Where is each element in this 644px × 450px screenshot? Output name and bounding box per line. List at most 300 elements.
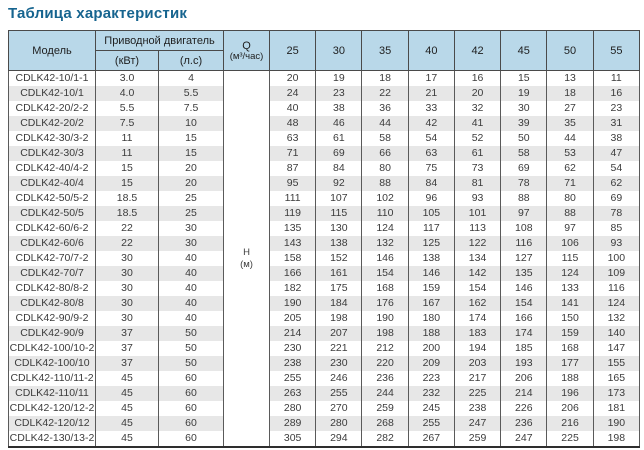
value-cell: 196 — [547, 386, 593, 401]
hp-cell: 25 — [159, 191, 224, 206]
flow-symbol: Q — [242, 39, 251, 52]
col-header-flow-value: 40 — [408, 31, 454, 71]
model-cell: CDLK42-120/12-2 — [9, 402, 95, 414]
value-cell: 48 — [270, 116, 316, 131]
value-cell: 263 — [270, 386, 316, 401]
value-cell: 154 — [501, 296, 547, 311]
value-cell: 150 — [547, 311, 593, 326]
value-cell: 238 — [454, 401, 500, 416]
value-cell: 255 — [270, 371, 316, 386]
hp-cell: 10 — [159, 116, 224, 131]
value-cell: 161 — [316, 266, 362, 281]
model-cell: CDLK42-120/12 — [9, 416, 96, 431]
value-cell: 52 — [454, 131, 500, 146]
table-row — [9, 101, 640, 116]
col-header-model: Модель — [9, 31, 96, 71]
table-row — [9, 311, 640, 326]
value-cell: 36 — [362, 101, 408, 116]
table-row — [9, 296, 640, 311]
table-row — [9, 206, 640, 221]
kw-cell: 11 — [96, 146, 159, 161]
col-header-flow-value: 45 — [501, 31, 547, 71]
value-cell: 111 — [270, 191, 316, 206]
kw-cell: 22 — [96, 236, 159, 251]
col-header-flow-value: 35 — [362, 31, 408, 71]
model-cell: CDLK42-10/1 — [9, 86, 96, 101]
value-cell: 154 — [362, 266, 408, 281]
value-cell: 69 — [316, 146, 362, 161]
value-cell: 11 — [593, 71, 639, 87]
value-cell: 16 — [593, 86, 639, 101]
value-cell: 38 — [593, 131, 639, 146]
value-cell: 69 — [501, 161, 547, 176]
value-cell: 226 — [501, 401, 547, 416]
value-cell: 159 — [547, 326, 593, 341]
value-cell: 47 — [593, 146, 639, 161]
value-cell: 138 — [408, 251, 454, 266]
value-cell: 84 — [408, 176, 454, 191]
value-cell: 146 — [408, 266, 454, 281]
value-cell: 146 — [362, 251, 408, 266]
hp-cell: 50 — [159, 341, 224, 356]
value-cell: 223 — [408, 371, 454, 386]
hp-cell: 4 — [159, 71, 224, 87]
value-cell: 80 — [362, 161, 408, 176]
kw-cell: 45 — [96, 416, 159, 431]
value-cell: 63 — [408, 146, 454, 161]
value-cell: 92 — [316, 176, 362, 191]
value-cell: 255 — [408, 416, 454, 431]
value-cell: 190 — [270, 296, 316, 311]
value-cell: 207 — [316, 326, 362, 341]
value-cell: 32 — [454, 101, 500, 116]
model-cell: CDLK42-10/1-1 — [9, 71, 96, 87]
value-cell: 97 — [501, 206, 547, 221]
value-cell: 162 — [454, 296, 500, 311]
hp-cell: 20 — [159, 161, 224, 176]
value-cell: 18 — [547, 86, 593, 101]
value-cell: 54 — [408, 131, 454, 146]
table-row — [9, 386, 640, 401]
value-cell: 20 — [454, 86, 500, 101]
value-cell: 177 — [547, 356, 593, 371]
value-cell: 193 — [501, 356, 547, 371]
page-title: Таблица характеристик — [8, 5, 188, 22]
value-cell: 78 — [501, 176, 547, 191]
value-cell: 190 — [362, 311, 408, 326]
value-cell: 135 — [270, 221, 316, 236]
value-cell: 124 — [547, 266, 593, 281]
col-header-flow-value: 30 — [316, 31, 362, 71]
table-row — [9, 341, 640, 356]
value-cell: 39 — [501, 116, 547, 131]
value-cell: 268 — [362, 416, 408, 431]
value-cell: 188 — [547, 371, 593, 386]
value-cell: 31 — [593, 116, 639, 131]
value-cell: 116 — [501, 236, 547, 251]
value-cell: 181 — [593, 401, 639, 416]
value-cell: 236 — [501, 416, 547, 431]
value-cell: 132 — [593, 311, 639, 326]
table-row — [9, 326, 640, 341]
value-cell: 80 — [547, 191, 593, 206]
value-cell: 174 — [501, 326, 547, 341]
value-cell: 225 — [454, 386, 500, 401]
value-cell: 209 — [408, 356, 454, 371]
value-cell: 107 — [316, 191, 362, 206]
value-cell: 205 — [270, 311, 316, 326]
table-row — [9, 371, 640, 386]
model-cell: CDLK42-100/10-2 — [9, 342, 95, 354]
value-cell: 173 — [593, 386, 639, 401]
value-cell: 108 — [501, 221, 547, 236]
kw-cell: 30 — [96, 281, 159, 296]
value-cell: 62 — [593, 176, 639, 191]
hp-cell: 50 — [159, 356, 224, 371]
hp-cell: 7.5 — [159, 101, 224, 116]
hp-cell: 50 — [159, 326, 224, 341]
table-row — [9, 236, 640, 251]
value-cell: 216 — [547, 416, 593, 431]
value-cell: 166 — [270, 266, 316, 281]
value-cell: 141 — [547, 296, 593, 311]
value-cell: 134 — [454, 251, 500, 266]
model-cell: CDLK42-60/6 — [9, 236, 96, 251]
table-row — [9, 356, 640, 371]
value-cell: 24 — [270, 86, 316, 101]
table-header — [9, 31, 640, 71]
model-cell: CDLK42-130/13-2 — [9, 431, 96, 447]
value-cell: 87 — [270, 161, 316, 176]
model-cell: CDLK42-100/10 — [9, 356, 96, 371]
model-cell: CDLK42-50/5-2 — [9, 191, 96, 206]
kw-cell: 4.0 — [96, 86, 159, 101]
kw-cell: 18.5 — [96, 206, 159, 221]
value-cell: 19 — [316, 71, 362, 87]
col-header-flow — [224, 31, 270, 71]
value-cell: 105 — [408, 206, 454, 221]
value-cell: 23 — [593, 101, 639, 116]
value-cell: 116 — [593, 281, 639, 296]
value-cell: 147 — [593, 341, 639, 356]
value-cell: 54 — [593, 161, 639, 176]
hp-cell: 30 — [159, 221, 224, 236]
value-cell: 69 — [593, 191, 639, 206]
kw-cell: 30 — [96, 266, 159, 281]
hp-cell: 60 — [159, 416, 224, 431]
value-cell: 236 — [362, 371, 408, 386]
value-cell: 101 — [454, 206, 500, 221]
table-body — [9, 71, 640, 448]
value-cell: 110 — [362, 206, 408, 221]
value-cell: 53 — [547, 146, 593, 161]
value-cell: 115 — [316, 206, 362, 221]
model-cell: CDLK42-70/7 — [9, 266, 96, 281]
value-cell: 184 — [316, 296, 362, 311]
value-cell: 62 — [547, 161, 593, 176]
kw-cell: 37 — [96, 326, 159, 341]
table-row — [9, 176, 640, 191]
value-cell: 61 — [316, 131, 362, 146]
value-cell: 267 — [408, 431, 454, 447]
value-cell: 154 — [454, 281, 500, 296]
value-cell: 185 — [501, 341, 547, 356]
hp-cell: 15 — [159, 131, 224, 146]
value-cell: 122 — [454, 236, 500, 251]
value-cell: 18 — [362, 71, 408, 87]
model-cell: CDLK42-90/9 — [9, 326, 96, 341]
value-cell: 247 — [454, 416, 500, 431]
value-cell: 41 — [454, 116, 500, 131]
value-cell: 71 — [270, 146, 316, 161]
value-cell: 88 — [501, 191, 547, 206]
table-row — [9, 416, 640, 431]
value-cell: 135 — [501, 266, 547, 281]
value-cell: 294 — [316, 431, 362, 447]
hp-cell: 60 — [159, 386, 224, 401]
value-cell: 158 — [270, 251, 316, 266]
table-row — [9, 266, 640, 281]
value-cell: 206 — [501, 371, 547, 386]
value-cell: 75 — [408, 161, 454, 176]
value-cell: 96 — [408, 191, 454, 206]
kw-cell: 22 — [96, 221, 159, 236]
value-cell: 198 — [316, 311, 362, 326]
model-cell: CDLK42-40/4-2 — [9, 161, 96, 176]
value-cell: 119 — [270, 206, 316, 221]
value-cell: 165 — [593, 371, 639, 386]
value-cell: 93 — [593, 236, 639, 251]
kw-cell: 18.5 — [96, 191, 159, 206]
value-cell: 259 — [362, 401, 408, 416]
col-header-motor-group: Приводной двигатель — [96, 31, 224, 51]
value-cell: 155 — [593, 356, 639, 371]
value-cell: 133 — [547, 281, 593, 296]
value-cell: 27 — [547, 101, 593, 116]
table-row — [9, 401, 640, 416]
value-cell: 46 — [316, 116, 362, 131]
value-cell: 246 — [316, 371, 362, 386]
value-cell: 44 — [547, 131, 593, 146]
value-cell: 20 — [270, 71, 316, 87]
value-cell: 61 — [454, 146, 500, 161]
table-row — [9, 146, 640, 161]
value-cell: 280 — [270, 401, 316, 416]
value-cell: 100 — [593, 251, 639, 266]
col-header-flow-value: 55 — [593, 31, 639, 71]
value-cell: 305 — [270, 431, 316, 447]
table-row — [9, 71, 640, 87]
table-row — [9, 116, 640, 131]
value-cell: 174 — [454, 311, 500, 326]
hp-cell: 30 — [159, 236, 224, 251]
kw-cell: 45 — [96, 386, 159, 401]
value-cell: 280 — [316, 416, 362, 431]
value-cell: 19 — [501, 86, 547, 101]
value-cell: 44 — [362, 116, 408, 131]
hp-cell: 40 — [159, 281, 224, 296]
value-cell: 63 — [270, 131, 316, 146]
kw-cell: 7.5 — [96, 116, 159, 131]
value-cell: 17 — [408, 71, 454, 87]
value-cell: 73 — [454, 161, 500, 176]
value-cell: 117 — [408, 221, 454, 236]
value-cell: 30 — [501, 101, 547, 116]
value-cell: 217 — [454, 371, 500, 386]
value-cell: 16 — [454, 71, 500, 87]
value-cell: 214 — [501, 386, 547, 401]
model-cell: CDLK42-80/8 — [9, 296, 96, 311]
kw-cell: 45 — [96, 401, 159, 416]
value-cell: 93 — [454, 191, 500, 206]
value-cell: 102 — [362, 191, 408, 206]
col-header-flow-value: 42 — [454, 31, 500, 71]
value-cell: 106 — [547, 236, 593, 251]
value-cell: 188 — [408, 326, 454, 341]
head-unit-cell — [224, 71, 270, 448]
value-cell: 88 — [547, 206, 593, 221]
kw-cell: 5.5 — [96, 101, 159, 116]
value-cell: 40 — [270, 101, 316, 116]
model-cell: CDLK42-30/3-2 — [9, 131, 96, 146]
table-row — [9, 221, 640, 236]
kw-cell: 3.0 — [96, 71, 159, 87]
value-cell: 71 — [547, 176, 593, 191]
value-cell: 167 — [408, 296, 454, 311]
value-cell: 194 — [454, 341, 500, 356]
value-cell: 159 — [408, 281, 454, 296]
value-cell: 50 — [501, 131, 547, 146]
value-cell: 180 — [408, 311, 454, 326]
hp-cell: 60 — [159, 401, 224, 416]
col-header-kw: (кВт) — [96, 51, 159, 71]
hp-cell: 20 — [159, 176, 224, 191]
value-cell: 22 — [362, 86, 408, 101]
value-cell: 230 — [316, 356, 362, 371]
value-cell: 143 — [270, 236, 316, 251]
value-cell: 146 — [501, 281, 547, 296]
value-cell: 221 — [316, 341, 362, 356]
head-unit-measure: (м) — [240, 258, 253, 270]
value-cell: 21 — [408, 86, 454, 101]
model-cell: CDLK42-30/3 — [9, 146, 96, 161]
table-row — [9, 131, 640, 146]
value-cell: 259 — [454, 431, 500, 447]
value-cell: 125 — [408, 236, 454, 251]
value-cell: 113 — [454, 221, 500, 236]
flow-unit: (м³/час) — [229, 50, 264, 62]
value-cell: 42 — [408, 116, 454, 131]
value-cell: 15 — [501, 71, 547, 87]
value-cell: 78 — [593, 206, 639, 221]
kw-cell: 30 — [96, 296, 159, 311]
value-cell: 124 — [593, 296, 639, 311]
model-cell: CDLK42-40/4 — [9, 176, 96, 191]
value-cell: 245 — [408, 401, 454, 416]
kw-cell: 15 — [96, 161, 159, 176]
model-cell: CDLK42-20/2-2 — [9, 101, 96, 116]
value-cell: 115 — [547, 251, 593, 266]
value-cell: 13 — [547, 71, 593, 87]
kw-cell: 30 — [96, 311, 159, 326]
value-cell: 238 — [270, 356, 316, 371]
header-row-1 — [9, 31, 640, 51]
value-cell: 289 — [270, 416, 316, 431]
value-cell: 200 — [408, 341, 454, 356]
hp-cell: 40 — [159, 251, 224, 266]
value-cell: 190 — [593, 416, 639, 431]
value-cell: 220 — [362, 356, 408, 371]
value-cell: 214 — [270, 326, 316, 341]
kw-cell: 15 — [96, 176, 159, 191]
value-cell: 58 — [362, 131, 408, 146]
kw-cell: 11 — [96, 131, 159, 146]
col-header-flow-value: 25 — [270, 31, 316, 71]
value-cell: 166 — [501, 311, 547, 326]
col-header-hp: (л.с) — [159, 51, 224, 71]
model-cell: CDLK42-110/11-2 — [10, 372, 94, 384]
value-cell: 176 — [362, 296, 408, 311]
value-cell: 127 — [501, 251, 547, 266]
value-cell: 230 — [270, 341, 316, 356]
table-row — [9, 431, 640, 447]
kw-cell: 37 — [96, 356, 159, 371]
model-cell: CDLK42-90/9-2 — [9, 311, 96, 326]
value-cell: 140 — [593, 326, 639, 341]
value-cell: 97 — [547, 221, 593, 236]
model-cell: CDLK42-60/6-2 — [9, 221, 96, 236]
kw-cell: 30 — [96, 251, 159, 266]
kw-cell: 45 — [96, 431, 159, 447]
value-cell: 244 — [362, 386, 408, 401]
value-cell: 225 — [547, 431, 593, 447]
head-unit-symbol: Н — [243, 246, 250, 258]
model-cell: CDLK42-110/11 — [9, 386, 96, 401]
value-cell: 124 — [362, 221, 408, 236]
value-cell: 255 — [316, 386, 362, 401]
hp-cell: 60 — [159, 431, 224, 447]
kw-cell: 45 — [96, 371, 159, 386]
model-cell: CDLK42-20/2 — [9, 116, 96, 131]
hp-cell: 40 — [159, 296, 224, 311]
hp-cell: 40 — [159, 311, 224, 326]
value-cell: 58 — [501, 146, 547, 161]
table-row — [9, 86, 640, 101]
value-cell: 152 — [316, 251, 362, 266]
hp-cell: 5.5 — [159, 86, 224, 101]
model-cell: CDLK42-80/8-2 — [9, 281, 96, 296]
value-cell: 138 — [316, 236, 362, 251]
hp-cell: 60 — [159, 371, 224, 386]
value-cell: 198 — [593, 431, 639, 447]
value-cell: 66 — [362, 146, 408, 161]
value-cell: 95 — [270, 176, 316, 191]
value-cell: 38 — [316, 101, 362, 116]
value-cell: 183 — [454, 326, 500, 341]
value-cell: 23 — [316, 86, 362, 101]
col-header-flow-value: 50 — [547, 31, 593, 71]
value-cell: 130 — [316, 221, 362, 236]
value-cell: 35 — [547, 116, 593, 131]
hp-cell: 15 — [159, 146, 224, 161]
value-cell: 182 — [270, 281, 316, 296]
value-cell: 85 — [593, 221, 639, 236]
value-cell: 33 — [408, 101, 454, 116]
value-cell: 109 — [593, 266, 639, 281]
value-cell: 232 — [408, 386, 454, 401]
table-row — [9, 281, 640, 296]
value-cell: 81 — [454, 176, 500, 191]
